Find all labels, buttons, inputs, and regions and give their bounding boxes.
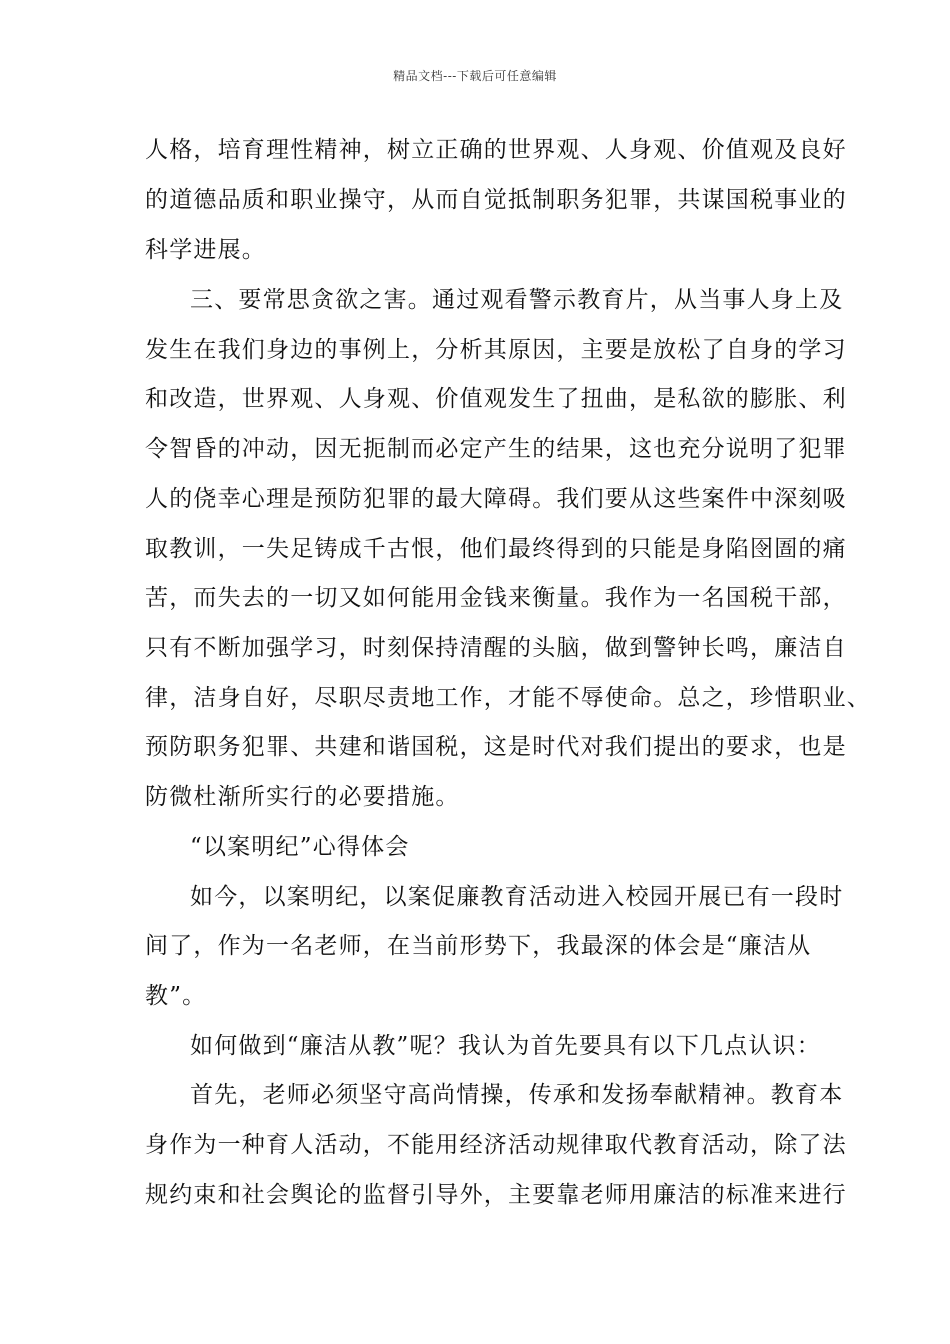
text-line: 的道德品质和职业操守，从而自觉抵制职务犯罪，共谋国税事业的 (145, 187, 847, 213)
text-line: 取教训，一失足铸成千古恨，他们最终得到的只能是身陷囹圄的痛 (145, 536, 847, 562)
text-line: 令智昏的冲动，因无扼制而必定产生的结果，这也充分说明了犯罪 (145, 436, 847, 462)
text-line: 人的侥幸心理是预防犯罪的最大障碍。我们要从这些案件中深刻吸 (145, 486, 847, 512)
section-title: “以案明纪”心得体会 (190, 834, 410, 860)
paragraph-start-line: 如何做到“廉洁从教”呢？我认为首先要具有以下几点认识： (190, 1033, 821, 1059)
text-line: 身作为一种育人活动，不能用经济活动规律取代教育活动，除了法 (145, 1132, 847, 1158)
text-line: 律，洁身自好，尽职尽责地工作，才能不辱使命。总之，珍惜职业、 (145, 685, 871, 711)
text-line: 苦，而失去的一切又如何能用金钱来衡量。我作为一名国税干部， (145, 585, 847, 611)
paragraph-start-line: 首先，老师必须坚守高尚情操，传承和发扬奉献精神。教育本 (190, 1082, 844, 1108)
text-line: 防微杜渐所实行的必要措施。 (145, 784, 460, 810)
text-line: 发生在我们身边的事例上，分析其原因，主要是放松了自身的学习 (145, 337, 847, 363)
text-line: 预防职务犯罪、共建和谐国税，这是时代对我们提出的要求，也是 (145, 734, 847, 760)
text-line: 只有不断加强学习，时刻保持清醒的头脑，做到警钟长鸣，廉洁自 (145, 635, 847, 661)
text-line: 规约束和社会舆论的监督引导外，主要靠老师用廉洁的标准来进行 (145, 1182, 847, 1208)
text-line: 人格，培育理性精神，树立正确的世界观、人身观、价值观及良好 (145, 137, 847, 163)
text-line: 和改造，世界观、人身观、价值观发生了扭曲，是私欲的膨胀、利 (145, 386, 847, 412)
text-line: 间了，作为一名老师，在当前形势下，我最深的体会是“廉洁从 (145, 933, 812, 959)
paragraph-start-line: 如今，以案明纪，以案促廉教育活动进入校园开展已有一段时 (190, 884, 844, 910)
page-header: 精品文档---下载后可任意编辑 (393, 69, 557, 83)
text-line: 科学进展。 (145, 237, 266, 263)
paragraph-start-line: 三、要常思贪欲之害。通过观看警示教育片，从当事人身上及 (190, 287, 844, 313)
text-line: 教”。 (145, 983, 207, 1009)
